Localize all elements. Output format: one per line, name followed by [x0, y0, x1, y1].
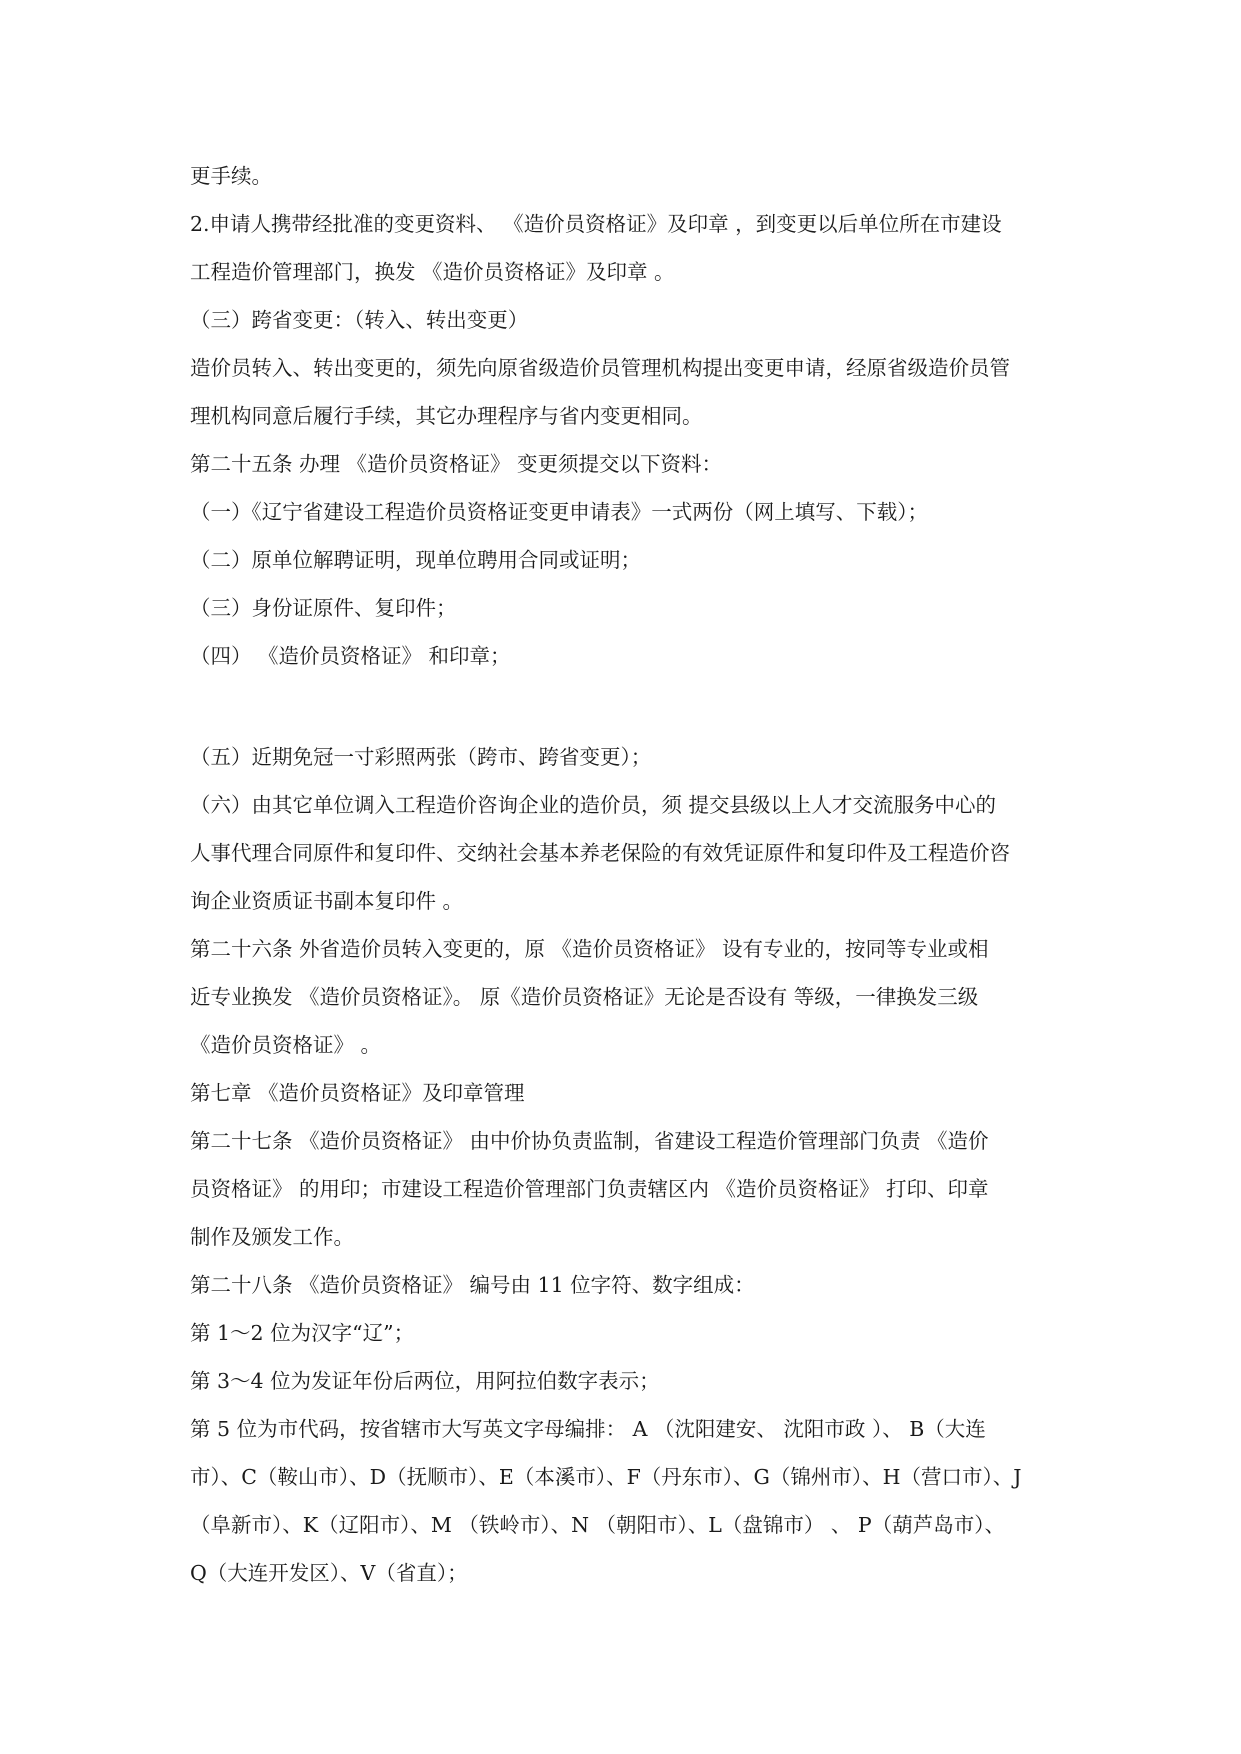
text-line: 第二十六条 外省造价员转入变更的，原 《造价员资格证》 设有专业的，按同等专业或相: [190, 937, 989, 961]
text-line: 2.申请人携带经批准的变更资料、 《造价员资格证》及印章 ，到变更以后单位所在市建设: [190, 212, 1002, 236]
text-line: 询企业资质证书副本复印件 。: [190, 889, 464, 913]
text-line: （三）跨省变更：（转入、转出变更）: [190, 308, 529, 332]
text-line: 造价员转入、转出变更的，须先向原省级造价员管理机构提出变更申请，经原省级造价员管: [190, 356, 1010, 380]
text-line: （一）《辽宁省建设工程造价员资格证变更申请表》一式两份（网上填写、下载）；: [190, 500, 928, 524]
text-line: 第 1～2 位为汉字“辽”；: [190, 1321, 415, 1345]
text-line: 近专业换发 《造价员资格证》。 原《造价员资格证》无论是否设有 等级，一律换发三级: [190, 985, 979, 1009]
text-line: 制作及颁发工作。: [190, 1225, 354, 1249]
text-line: 第二十八条 《造价员资格证》 编号由 11 位字符、数字组成：: [190, 1273, 755, 1297]
text-line: 工程造价管理部门，换发 《造价员资格证》及印章 。: [190, 260, 675, 284]
text-line: 更手续。: [190, 164, 272, 188]
text-line: 员资格证》 的用印；市建设工程造价管理部门负责辖区内 《造价员资格证》 打印、印章: [190, 1177, 989, 1201]
text-line: 第 3～4 位为发证年份后两位，用阿拉伯数字表示；: [190, 1369, 660, 1393]
text-line: 第二十五条 办理 《造价员资格证》 变更须提交以下资料：: [190, 452, 723, 476]
text-line: 第二十七条 《造价员资格证》 由中价协负责监制，省建设工程造价管理部门负责 《造价: [190, 1129, 989, 1153]
text-line: 《造价员资格证》 。: [190, 1033, 382, 1057]
text-line: （阜新市）、K（辽阳市）、M （铁岭市）、N （朝阳市）、L（盘锦市） 、 P（葫芦岛市）、: [190, 1513, 1005, 1537]
text-line: （六）由其它单位调入工程造价咨询企业的造价员，须 提交县级以上人才交流服务中心的: [190, 793, 997, 817]
text-line: 理机构同意后履行手续，其它办理程序与省内变更相同。: [190, 404, 703, 428]
text-line: （五）近期免冠一寸彩照两张（跨市、跨省变更）；: [190, 745, 652, 769]
text-line: 人事代理合同原件和复印件、交纳社会基本养老保险的有效凭证原件和复印件及工程造价咨: [190, 841, 1010, 865]
text-line: 第七章 《造价员资格证》及印章管理: [190, 1081, 525, 1105]
text-line: Q（大连开发区）、V（省直）；: [190, 1561, 468, 1585]
text-line: 第 5 位为市代码，按省辖市大写英文字母编排： A （沈阳建安、 沈阳市政 ）、 B（大连: [190, 1417, 986, 1441]
text-line: （三）身份证原件、复印件；: [190, 596, 457, 620]
text-line: （二）原单位解聘证明，现单位聘用合同或证明；: [190, 548, 641, 572]
text-line: 市）、C（鞍山市）、D（抚顺市）、E（本溪市）、F（丹东市）、G（锦州市）、H（营口市）、J: [190, 1465, 1022, 1489]
text-line: （四） 《造价员资格证》 和印章；: [190, 644, 511, 668]
